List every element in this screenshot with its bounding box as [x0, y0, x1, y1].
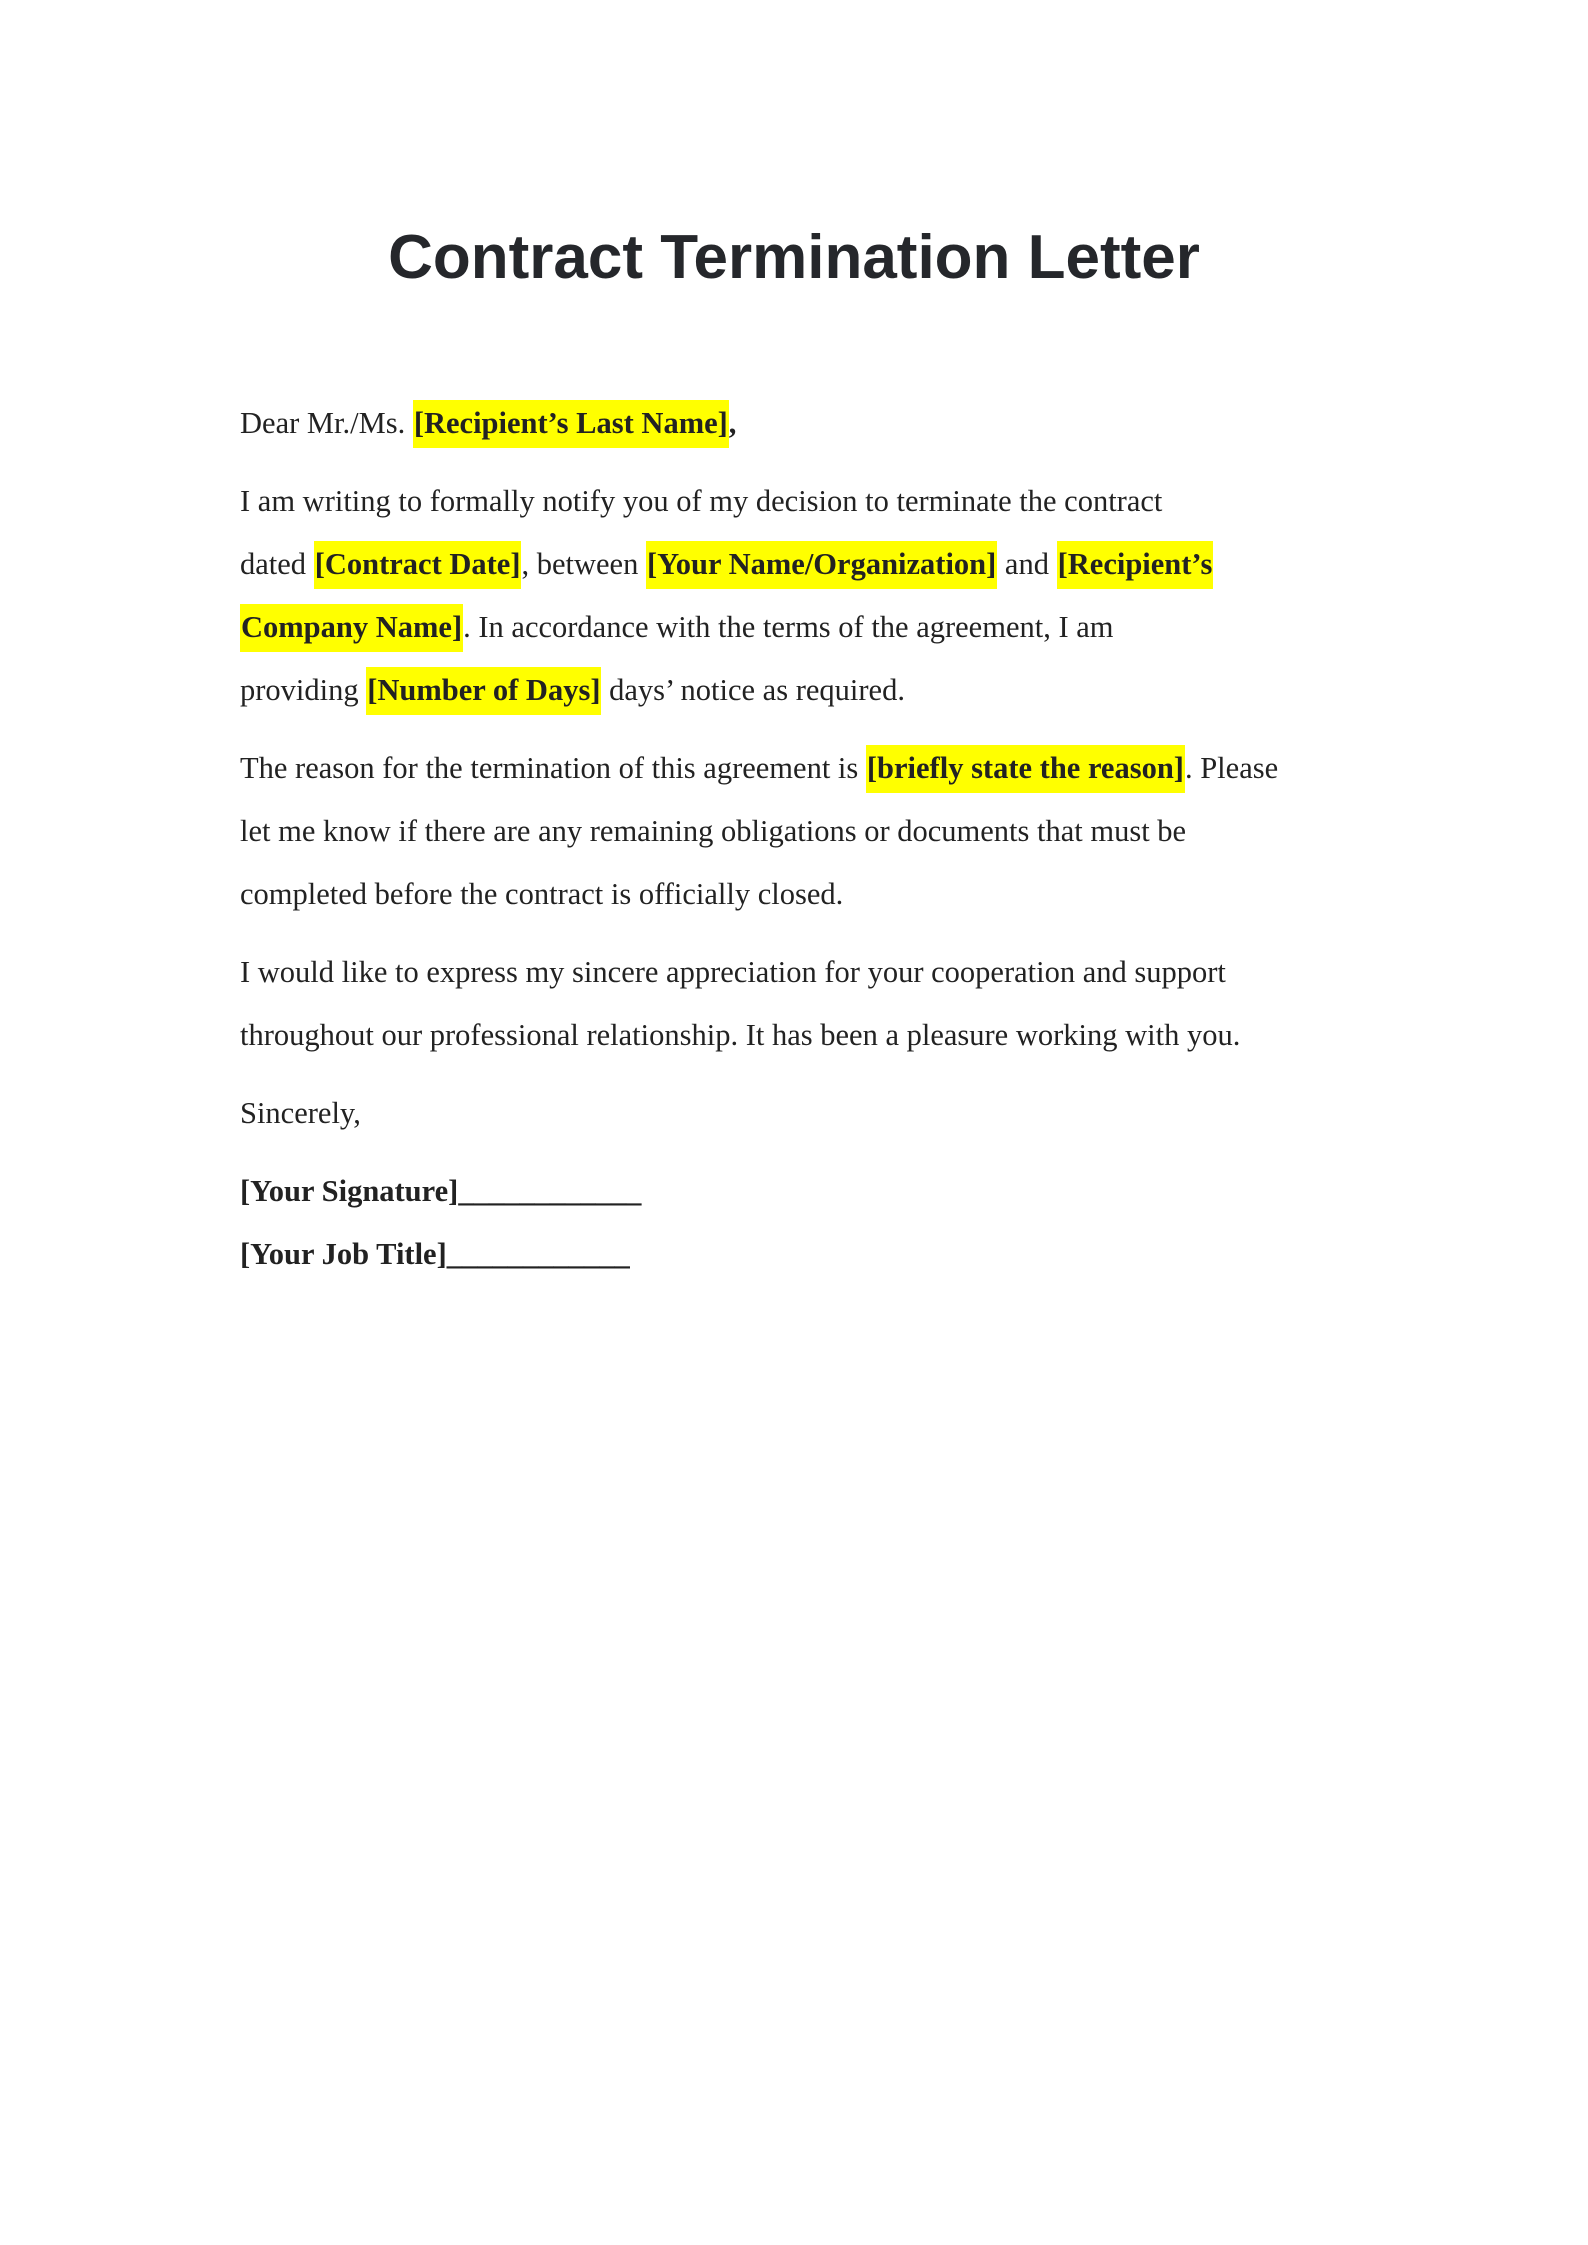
- recipient-company-name-placeholder-part1: [Recipient’s: [1057, 541, 1214, 589]
- text-run: completed before the contract is officially closed.: [240, 877, 844, 911]
- text-run: providing: [240, 673, 367, 707]
- number-of-days-placeholder: [Number of Days]: [366, 667, 601, 715]
- reason-placeholder: [briefly state the reason]: [866, 745, 1185, 793]
- text-run: I am writing to formally notify you of my decision to terminate the contract: [240, 484, 1163, 518]
- salutation: [240, 392, 1370, 455]
- paragraph-line: [240, 1004, 1370, 1067]
- paragraph-notification: [240, 470, 1370, 722]
- signature-field: [Your Signature]____________: [240, 1174, 642, 1208]
- paragraph-line: [240, 533, 1370, 596]
- text-run: . Please: [1184, 751, 1279, 785]
- paragraph-line: [240, 659, 1370, 722]
- paragraph-line: [240, 941, 1370, 1004]
- contract-date-placeholder: [Contract Date]: [314, 541, 522, 589]
- salutation-comma: ,: [728, 406, 737, 440]
- paragraph-line: [240, 470, 1370, 533]
- document-title: Contract Termination Letter: [388, 223, 1200, 292]
- text-run: and: [997, 547, 1057, 581]
- closing: Sincerely,: [240, 1096, 361, 1130]
- text-run: throughout our professional relationship. It has been a pleasure working with you.: [240, 1018, 1241, 1052]
- text-run: The reason for the termination of this agreement is: [240, 751, 866, 785]
- letter-body: [240, 392, 1370, 1286]
- paragraph-appreciation: [240, 941, 1370, 1067]
- paragraph-line: [240, 800, 1370, 863]
- text-run: , between: [521, 547, 646, 581]
- text-run: . In accordance with the terms of the agreement, I am: [463, 610, 1114, 644]
- text-run: I would like to express my sincere appreciation for your cooperation and support: [240, 955, 1226, 989]
- your-name-organization-placeholder: [Your Name/Organization]: [646, 541, 997, 589]
- paragraph-line: [240, 737, 1370, 800]
- paragraph-line: [240, 863, 1370, 926]
- text-run: dated: [240, 547, 314, 581]
- salutation-prefix: Dear Mr./Ms.: [240, 406, 413, 440]
- paragraph-line: [240, 596, 1370, 659]
- recipient-last-name-placeholder: [Recipient’s Last Name]: [413, 400, 729, 448]
- recipient-company-name-placeholder-part2: Company Name]: [240, 604, 463, 652]
- job-title-field: [Your Job Title]____________: [240, 1237, 630, 1271]
- paragraph-reason: [240, 737, 1370, 926]
- text-run: let me know if there are any remaining obligations or documents that must be: [240, 814, 1187, 848]
- text-run: days’ notice as required.: [601, 673, 905, 707]
